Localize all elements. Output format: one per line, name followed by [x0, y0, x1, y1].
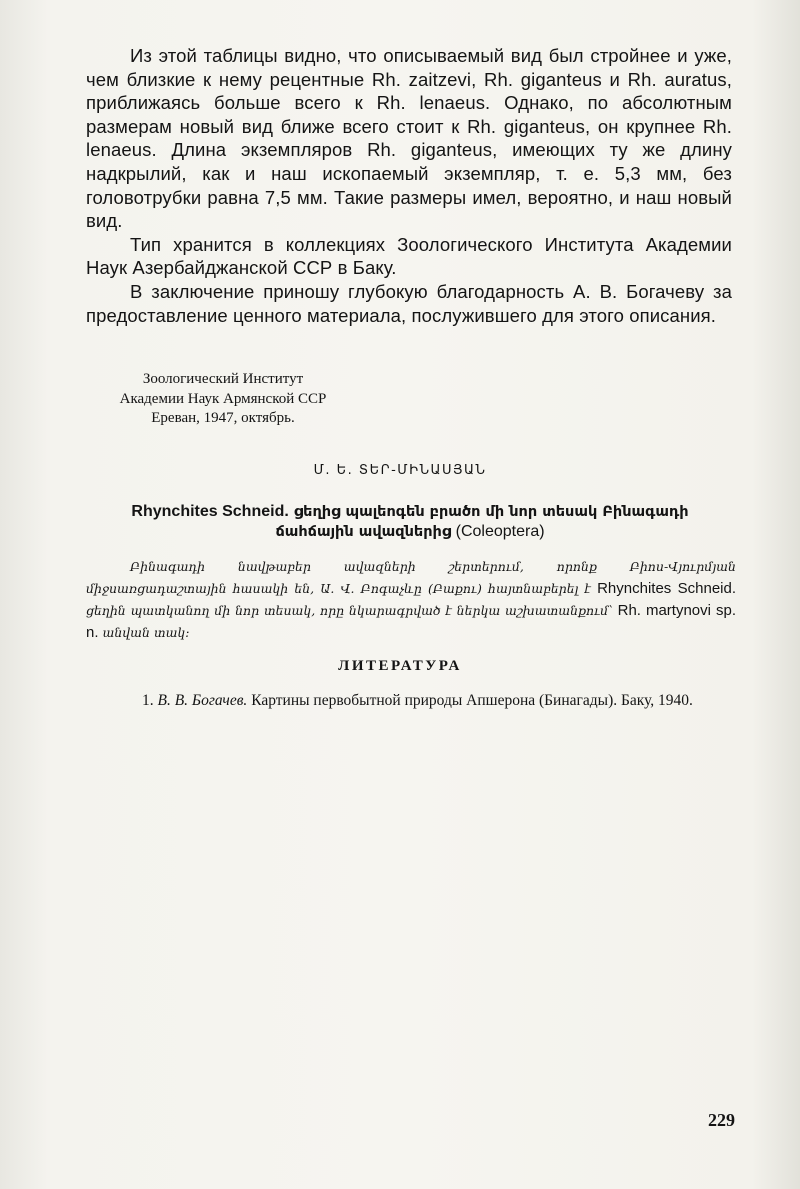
literature-entry-text: Картины первобытной природы Апшерона (Бинагады). Баку, 1940. — [247, 692, 693, 709]
literature-entry-number: 1. — [142, 692, 158, 709]
title-armenian-text: ցեղից պալեոգեն բրածո մի նոր տեսակ Բինագադի ճահճային ավազներից — [275, 504, 689, 540]
body-paragraph-comparison: Из этой таблицы видно, что описываемый вид был стройнее и уже, чем близкие к нему рецентные Rh. zaitzevi, Rh. giganteus и Rh. auratus, приближаясь больше всего к Rh. lenaeus. Однако, по абсолютным размерам новый вид ближе всего стоит к Rh. giganteus, он крупнее Rh. lenaeus. Длина экземпляров Rh. giganteus, имеющих ту же длину надкрылий, как и наш ископаемый экземпляр, т. е. 5,3 мм, без головотрубки равна 7,5 мм. Такие размеры имел, вероятно, и наш новый вид. — [86, 45, 732, 232]
armenian-summary-author: Մ. Ե. ՏԵՐ-ՄԻՆԱՍՅԱՆ — [313, 463, 487, 478]
affiliation-academy: Академии Наук Армянской ССР — [119, 390, 327, 407]
abstract-species: Rh. martynovi sp. n. — [86, 602, 736, 641]
literature-entry — [86, 690, 734, 713]
abstract-genus: Rhynchites Schneid. — [597, 580, 737, 597]
body-paragraph-acknowledgement: В заключение приношу глубокую благодарность А. В. Богачеву за предоставление ценного материала, послужившего для этого описания. — [86, 280, 732, 326]
armenian-summary-abstract — [86, 556, 736, 644]
literature-entry-author: В. В. Богачев. — [157, 692, 248, 709]
abstract-text-1: Բինագադի նավթաբեր ավազների շերտերում, որոնք Բիոս-Վյուրմյան միջսառցադաշտային հասակի են, Ա. Վ. Բոգաչևը (Բաքու) հայտնաբերել է — [86, 559, 736, 596]
page-number: 229 — [708, 1110, 735, 1130]
literature-heading: ЛИТЕРАТУРА — [338, 658, 462, 674]
title-order: (Coleoptera) — [451, 523, 545, 540]
body-paragraph-type-location: Тип хранится в коллекциях Зоологического Института Академии Наук Азербайджанской ССР в Баку. — [86, 233, 732, 279]
article-body — [86, 44, 732, 327]
title-genus: Rhynchites Schneid. — [131, 503, 289, 520]
affiliation-block — [98, 370, 348, 429]
affiliation-institute: Зоологический Институт — [142, 371, 304, 387]
abstract-text-3: անվան տակ։ — [98, 625, 190, 640]
abstract-text-2: ցեղին պատկանող մի նոր տեսակ, որը նկարագրված է ներկա աշխատանքում՝ — [86, 603, 618, 618]
armenian-summary-title — [100, 502, 720, 542]
affiliation-place-date: Ереван, 1947, октябрь. — [151, 410, 295, 426]
